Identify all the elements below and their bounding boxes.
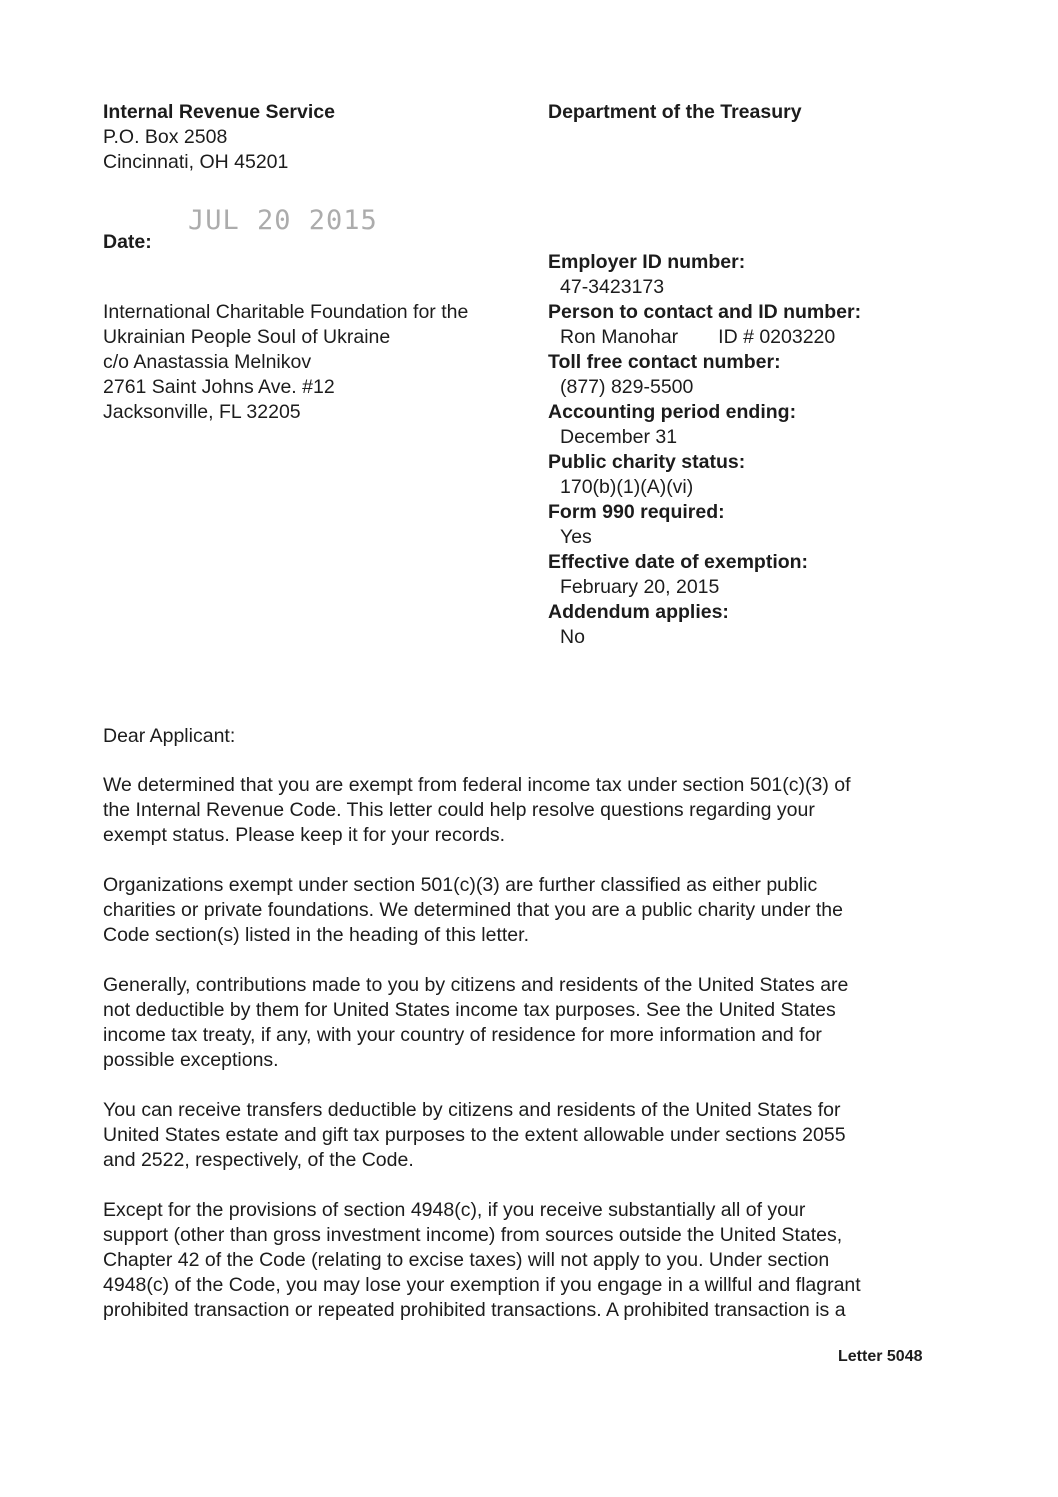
recipient-line: Ukrainian People Soul of Ukraine — [103, 326, 391, 348]
body-paragraph — [103, 1198, 933, 1323]
sender-address-line: Cincinnati, OH 45201 — [103, 151, 289, 173]
department-name: Department of the Treasury — [548, 101, 802, 123]
recipient-block — [103, 300, 468, 425]
paragraph-line: the Internal Revenue Code. This letter could help resolve questions regarding your — [103, 799, 815, 821]
recipient-line: Jacksonville, FL 32205 — [103, 401, 301, 423]
paragraph-line: Generally, contributions made to you by citizens and residents of the United States are — [103, 974, 849, 996]
salutation: Dear Applicant: — [103, 725, 236, 747]
effective-date-label: Effective date of exemption: — [548, 551, 809, 573]
details-block — [548, 250, 861, 650]
paragraph-line: Code section(s) listed in the heading of this letter. — [103, 924, 529, 946]
paragraph-line: You can receive transfers deductible by citizens and residents of the United States for — [103, 1099, 841, 1121]
addendum-label: Addendum applies: — [548, 601, 729, 623]
body-paragraph — [103, 1098, 933, 1173]
paragraph-line: exempt status. Please keep it for your records. — [103, 824, 506, 846]
recipient-line: 2761 Saint Johns Ave. #12 — [103, 376, 335, 398]
employer-id-value: 47-3423173 — [560, 276, 665, 298]
effective-date-value: February 20, 2015 — [560, 576, 720, 598]
date-label: Date: — [103, 231, 152, 253]
sender-name: Internal Revenue Service — [103, 101, 335, 123]
toll-free-value: (877) 829-5500 — [560, 376, 694, 398]
recipient-line: c/o Anastassia Melnikov — [103, 351, 312, 373]
employer-id-label: Employer ID number: — [548, 251, 746, 273]
body-paragraph — [103, 973, 933, 1073]
sender-block — [103, 100, 335, 175]
paragraph-line: United States estate and gift tax purposes to the extent allowable under sections 2055 — [103, 1124, 846, 1146]
date-stamp: JUL 20 2015 — [188, 205, 378, 236]
paragraph-line: support (other than gross investment income) from sources outside the United States, — [103, 1224, 843, 1246]
paragraph-line: Chapter 42 of the Code (relating to excise taxes) will not apply to you. Under section — [103, 1249, 830, 1271]
paragraph-line: prohibited transaction or repeated prohibited transactions. A prohibited transaction is a — [103, 1299, 846, 1321]
paragraph-line: income tax treaty, if any, with your country of residence for more information and for — [103, 1024, 822, 1046]
accounting-period-label: Accounting period ending: — [548, 401, 797, 423]
paragraph-line: Except for the provisions of section 4948(c), if you receive substantially all of your — [103, 1199, 806, 1221]
paragraph-line: charities or private foundations. We determined that you are a public charity under the — [103, 899, 843, 921]
paragraph-line: not deductible by them for United States income tax purposes. See the United States — [103, 999, 836, 1021]
paragraph-line: Organizations exempt under section 501(c)(3) are further classified as either public — [103, 874, 818, 896]
addendum-value: No — [560, 626, 585, 648]
public-charity-label: Public charity status: — [548, 451, 746, 473]
paragraph-line: We determined that you are exempt from federal income tax under section 501(c)(3) of — [103, 774, 851, 796]
toll-free-label: Toll free contact number: — [548, 351, 781, 373]
form-990-value: Yes — [560, 526, 592, 548]
contact-id: ID # 0203220 — [718, 326, 836, 348]
letter-number: Letter 5048 — [838, 1348, 923, 1365]
contact-label: Person to contact and ID number: — [548, 301, 862, 323]
paragraph-line: 4948(c) of the Code, you may lose your exemption if you engage in a willful and flagrant — [103, 1274, 861, 1296]
accounting-period-value: December 31 — [560, 426, 678, 448]
paragraph-line: possible exceptions. — [103, 1049, 279, 1071]
form-990-label: Form 990 required: — [548, 501, 725, 523]
body-paragraph — [103, 873, 933, 948]
public-charity-value: 170(b)(1)(A)(vi) — [560, 476, 694, 498]
body-paragraph — [103, 773, 933, 848]
paragraph-line: and 2522, respectively, of the Code. — [103, 1149, 414, 1171]
sender-address-line: P.O. Box 2508 — [103, 126, 228, 148]
contact-name: Ron Manohar — [560, 326, 679, 348]
recipient-line: International Charitable Foundation for the — [103, 301, 469, 323]
contact-value — [548, 325, 861, 350]
